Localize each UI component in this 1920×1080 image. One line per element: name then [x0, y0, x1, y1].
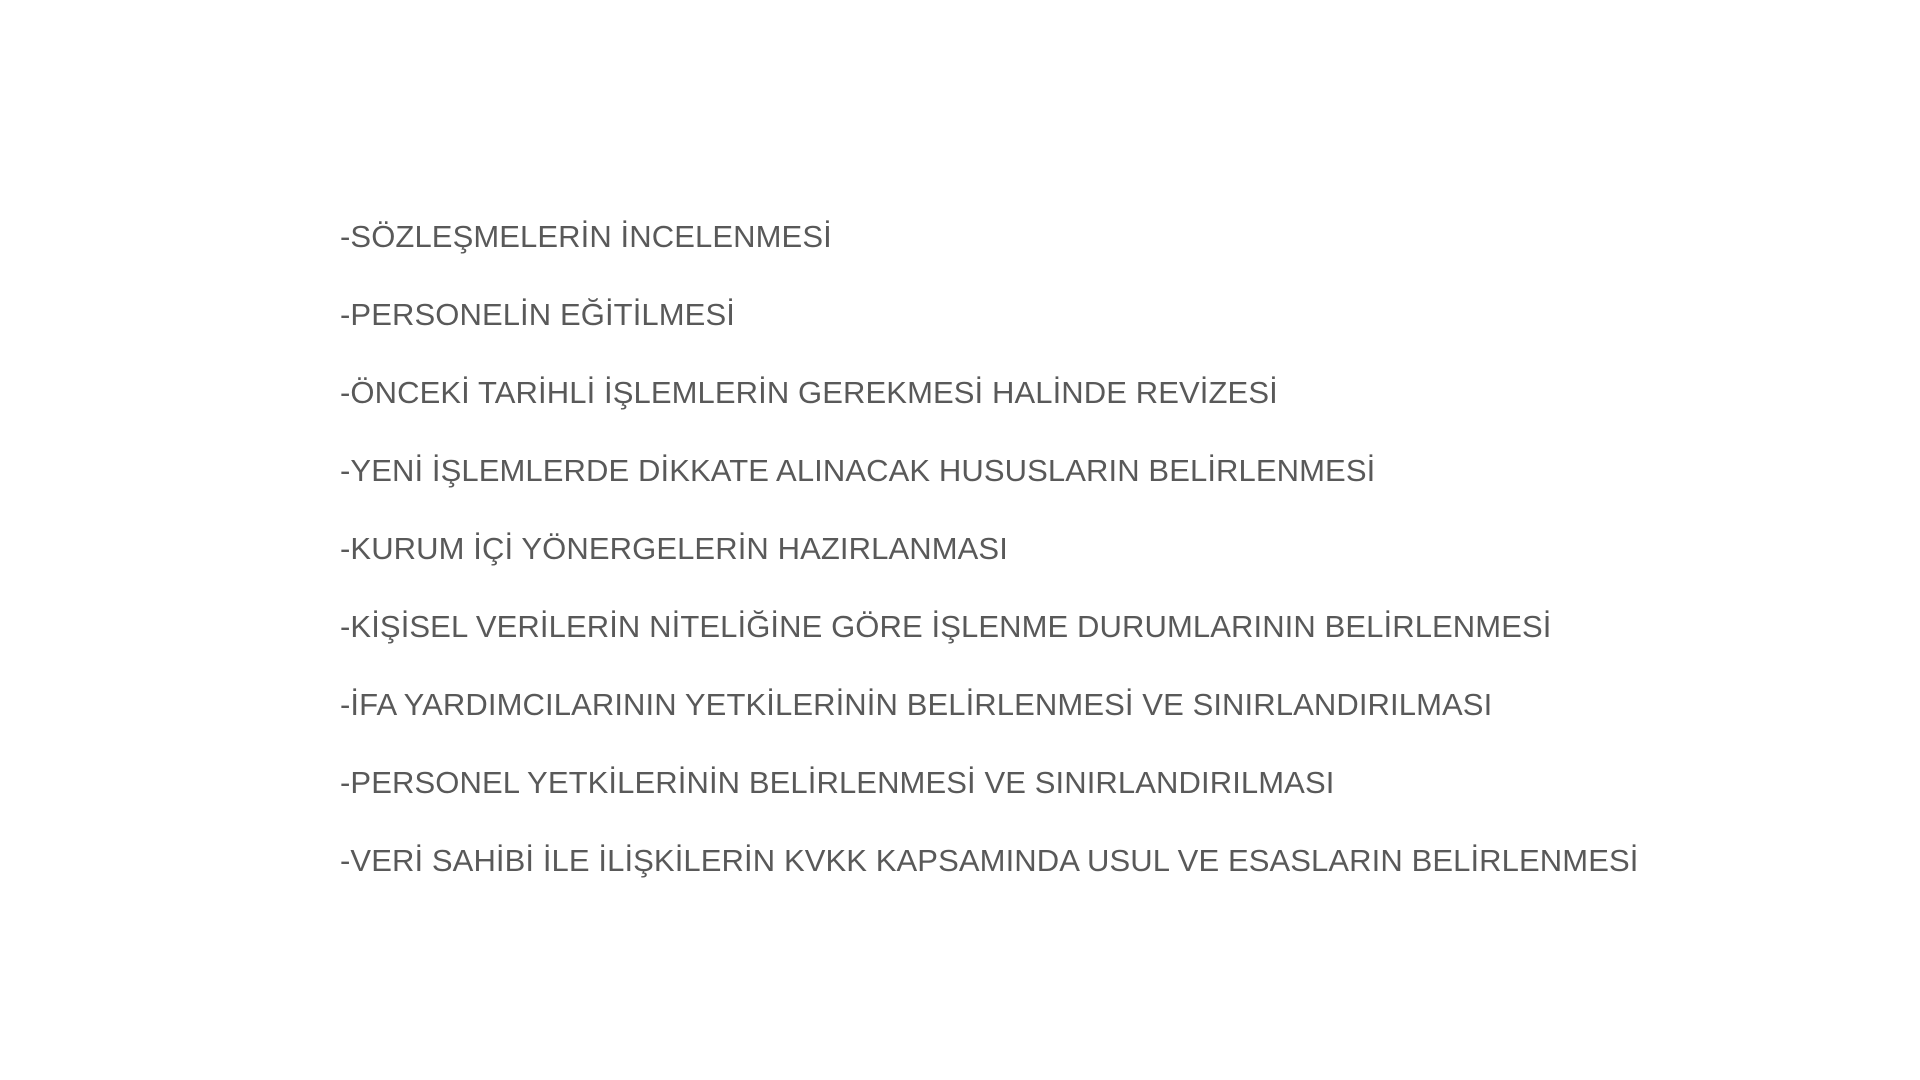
list-item: -PERSONEL YETKİLERİNİN BELİRLENMESİ VE SINIRLANDIRILMASI — [340, 765, 1335, 800]
list-item: -İFA YARDIMCILARININ YETKİLERİNİN BELİRLENMESİ VE SINIRLANDIRILMASI — [340, 687, 1493, 722]
list-item: -PERSONELİN EĞİTİLMESİ — [340, 297, 735, 332]
list-item: -VERİ SAHİBİ İLE İLİŞKİLERİN KVKK KAPSAMINDA USUL VE ESASLARIN BELİRLENMESİ — [340, 843, 1639, 878]
bullet-list — [340, 198, 1660, 900]
list-item: -KİŞİSEL VERİLERİN NİTELİĞİNE GÖRE İŞLENME DURUMLARININ BELİRLENMESİ — [340, 609, 1552, 644]
list-item: -ÖNCEKİ TARİHLİ İŞLEMLERİN GEREKMESİ HALİNDE REVİZESİ — [340, 375, 1278, 410]
list-item: -YENİ İŞLEMLERDE DİKKATE ALINACAK HUSUSLARIN BELİRLENMESİ — [340, 453, 1376, 488]
list-item: -KURUM İÇİ YÖNERGELERİN HAZIRLANMASI — [340, 531, 1008, 566]
list-item: -SÖZLEŞMELERİN İNCELENMESİ — [340, 219, 832, 254]
